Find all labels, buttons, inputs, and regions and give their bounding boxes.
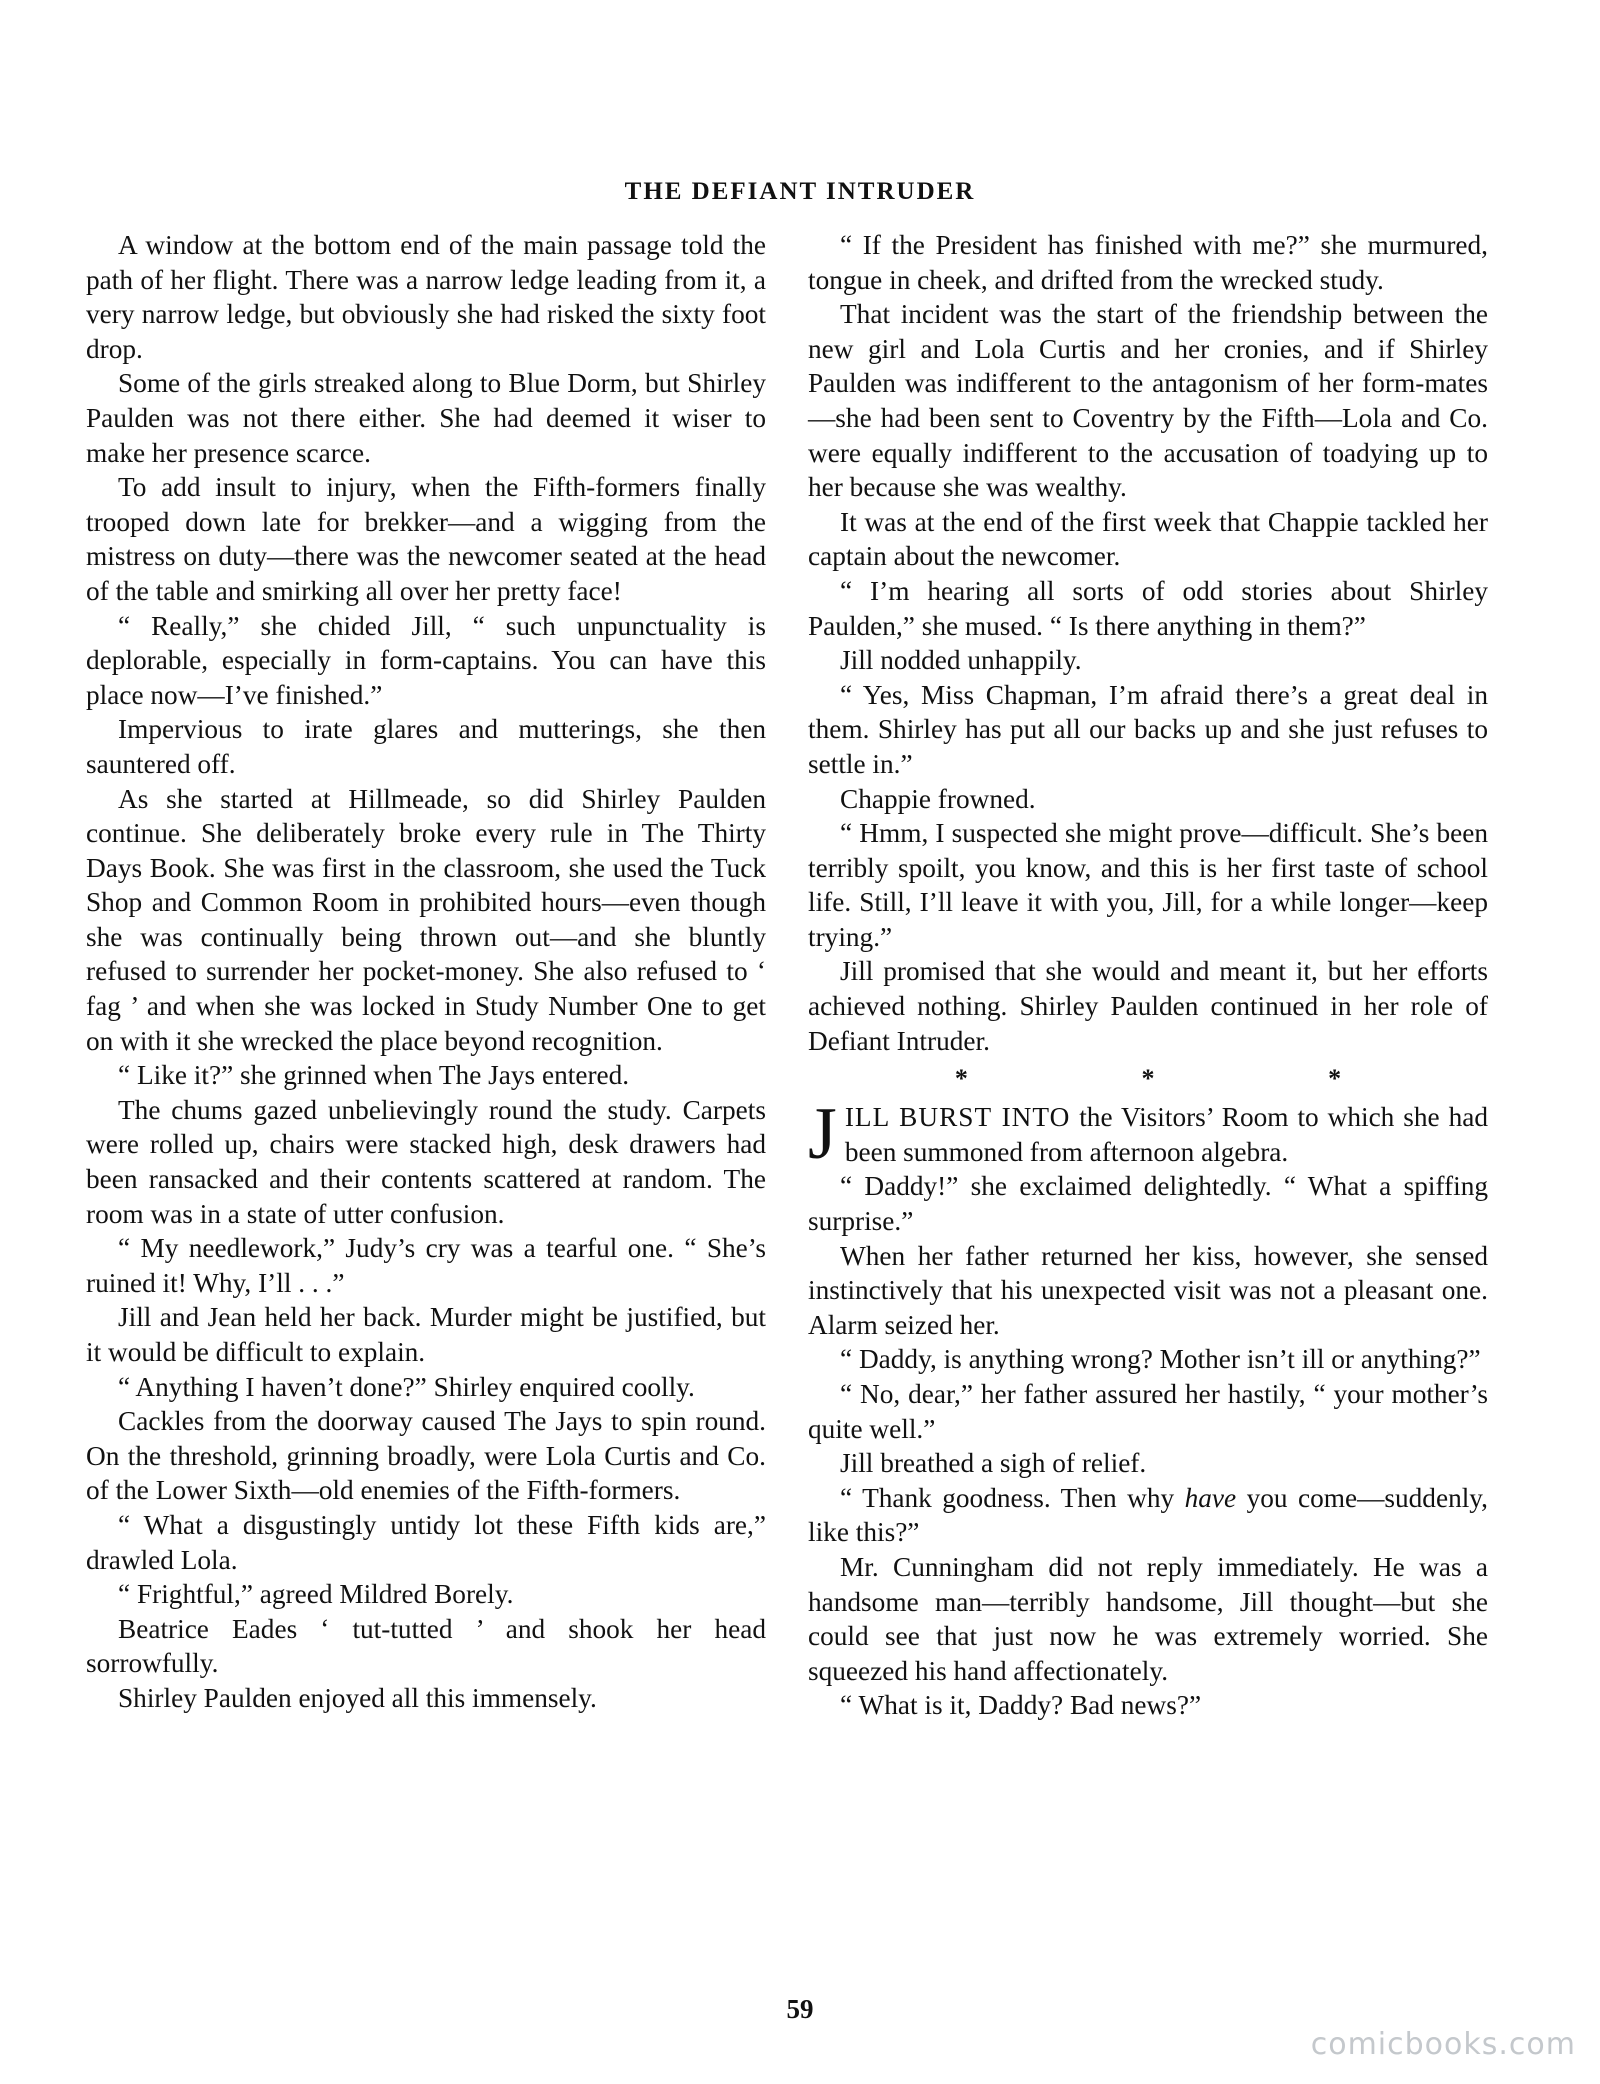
emphasis-text: have	[1184, 1482, 1237, 1513]
dropcap-paragraph	[808, 1093, 1488, 1176]
section-break-star: *	[1328, 1064, 1342, 1094]
left-column	[86, 228, 766, 1716]
paragraph: It was at the end of the first week that Chappie tackled her captain about the newcomer.	[808, 506, 1488, 572]
paragraph: Mr. Cunningham did not reply immediately. He was a handsome man—terribly handsome, Jill thought—but she could see that just now he was extremely worried. She squeezed his hand affectionately.	[808, 1551, 1488, 1686]
paragraph: “ Yes, Miss Chapman, I’m afraid there’s a great deal in them. Shirley has put all our backs up and she just refuses to settle in.”	[808, 679, 1488, 779]
paragraph: That incident was the start of the friendship between the new girl and Lola Curtis and her cronies, and if Shirley Paulden was indifferent to the antagonism of her form-mates—she had been sent to Coventry by the Fifth—Lola and Co. were equally indifferent to the accusation of toadying up to her because she was wealthy.	[808, 299, 1488, 503]
running-title: THE DEFIANT INTRUDER	[624, 178, 976, 205]
dropcap-paragraph-text: the Visitors’ Room to which she had been summoned from afternoon algebra.	[844, 1102, 1488, 1167]
page-number: 59	[786, 1994, 814, 2024]
watermark: comicbooks.com	[1310, 2027, 1576, 2062]
paragraph: “ No, dear,” her father assured her hastily, “ your mother’s quite well.”	[808, 1379, 1488, 1444]
paragraph: Jill promised that she would and meant it, but her efforts achieved nothing. Shirley Paulden continued in her role of Defiant Intruder.	[808, 956, 1488, 1056]
paragraph	[808, 1481, 1488, 1550]
paragraph-text: you come—suddenly, like this?”	[808, 1482, 1488, 1548]
drop-cap: J	[808, 1093, 837, 1176]
paragraph: To add insult to injury, when the Fifth-formers finally trooped down late for brekker—and a wigging from the mistress on duty—there was the newcomer seated at the head of the table and smirking all over her pretty face!	[86, 472, 766, 606]
paragraph: “ If the President has finished with me?” she murmured, tongue in cheek, and drifted from the wrecked study.	[808, 230, 1488, 295]
paragraph: A window at the bottom end of the main passage told the path of her flight. There was a narrow ledge leading from it, a very narrow ledge, but obviously she had risked the sixty foot drop.	[86, 230, 766, 364]
paragraph: Chappie frowned.	[840, 783, 1036, 814]
section-break	[808, 1058, 1488, 1100]
paragraph: “ Daddy, is anything wrong? Mother isn’t ill or anything?”	[840, 1344, 1481, 1375]
paragraph: Some of the girls streaked along to Blue Dorm, but Shirley Paulden was not there either. She had deemed it wiser to make her presence scarce.	[86, 368, 766, 468]
paragraph: “ Frightful,” agreed Mildred Borely.	[118, 1579, 514, 1610]
paragraph: “ I’m hearing all sorts of odd stories about Shirley Paulden,” she mused. “ Is there anything in them?”	[808, 575, 1488, 641]
paragraph: “ What a disgustingly untidy lot these Fifth kids are,” drawled Lola.	[86, 1509, 766, 1575]
paragraph: Jill and Jean held her back. Murder might be justified, but it would be difficult to explain.	[86, 1302, 766, 1367]
paragraph: Beatrice Eades ‘ tut-tutted ’ and shook her head sorrowfully.	[86, 1613, 766, 1679]
paragraph: “ Hmm, I suspected she might prove—difficult. She’s been terribly spoilt, you know, and this is her first taste of school life. Still, I’ll leave it with you, Jill, for a while longer—keep trying.”	[808, 818, 1488, 952]
paragraph: Shirley Paulden enjoyed all this immensely.	[118, 1682, 597, 1713]
section-break-star: *	[1141, 1064, 1155, 1094]
paragraph: Impervious to irate glares and mutterings, she then sauntered off.	[86, 714, 766, 779]
paragraph: “ Daddy!” she exclaimed delightedly. “ What a spiffing surprise.”	[808, 1171, 1488, 1237]
right-column	[808, 228, 1488, 1723]
paragraph: “ What is it, Daddy? Bad news?”	[840, 1690, 1202, 1721]
paragraph: “ Like it?” she grinned when The Jays entered.	[118, 1060, 630, 1091]
paragraph: “ Really,” she chided Jill, “ such unpunctuality is deplorable, especially in form-captains. You can have this place now—I’ve finished.”	[86, 610, 766, 710]
paragraph: “ My needlework,” Judy’s cry was a tearful one. “ She’s ruined it! Why, I’ll . . .”	[86, 1233, 766, 1298]
paragraph: Jill breathed a sigh of relief.	[840, 1448, 1147, 1479]
paragraph: Jill nodded unhappily.	[840, 645, 1082, 676]
paragraph: When her father returned her kiss, however, she sensed instinctively that his unexpected visit was not a pleasant one. Alarm seized her.	[808, 1240, 1488, 1340]
paragraph: “ Anything I haven’t done?” Shirley enquired coolly.	[118, 1371, 695, 1402]
paragraph: As she started at Hillmeade, so did Shirley Paulden continue. She deliberately broke every rule in The Thirty Days Book. She was first in the classroom, she used the Tuck Shop and Common Room in prohibited hours—even though she was continually being thrown out—and she bluntly refused to surrender her pocket-money. She also refused to ‘ fag ’ and when she was locked in Study Number One to get on with it she wrecked the place beyond recognition.	[86, 783, 766, 1056]
dropcap-lead-in: ILL BURST INTO	[844, 1102, 1071, 1133]
paragraph-text: “ Thank goodness. Then why	[840, 1482, 1185, 1513]
section-break-star: *	[954, 1064, 968, 1094]
paragraph: Cackles from the doorway caused The Jays to spin round. On the threshold, grinning broadly, were Lola Curtis and Co. of the Lower Sixth—old enemies of the Fifth-formers.	[86, 1406, 766, 1506]
paragraph: The chums gazed unbelievingly round the study. Carpets were rolled up, chairs were stacked high, desk drawers had been ransacked and their contents scattered at random. The room was in a state of utter confusion.	[86, 1094, 766, 1229]
